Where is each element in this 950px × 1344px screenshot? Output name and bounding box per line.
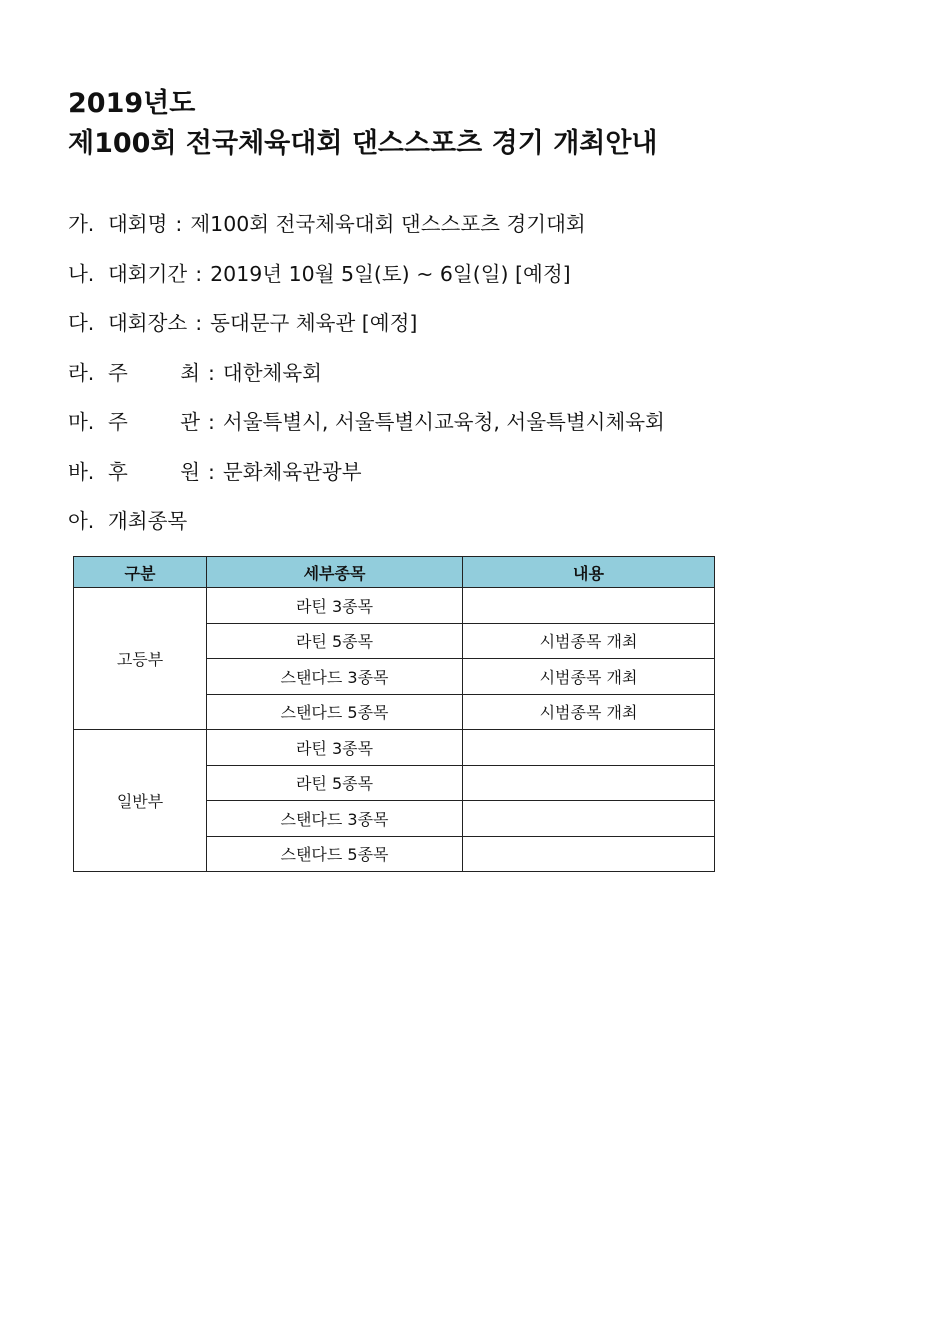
- header-content: 내용: [463, 557, 715, 588]
- info-separator: :: [208, 360, 215, 385]
- page-title: [68, 84, 658, 164]
- note-cell: [463, 730, 715, 766]
- info-row-sponsor: [68, 448, 665, 498]
- table-row: [74, 588, 715, 624]
- event-cell: 라틴 3종목: [207, 588, 463, 624]
- info-label: [108, 398, 200, 448]
- info-marker: 라.: [68, 360, 95, 385]
- info-marker: 바.: [68, 459, 95, 484]
- info-row-organizer: [68, 398, 665, 448]
- info-separator: :: [208, 459, 215, 484]
- info-label: 대회장소: [108, 311, 188, 335]
- note-cell: 시범종목 개최: [463, 623, 715, 659]
- info-separator: :: [195, 261, 203, 286]
- info-value: 2019년 10월 5일(토) ~ 6일(일) [예정]: [210, 261, 571, 286]
- info-label-part: 최: [180, 360, 200, 385]
- event-cell: 스탠다드 3종목: [207, 659, 463, 695]
- note-cell: [463, 836, 715, 872]
- info-separator: :: [208, 410, 215, 434]
- event-cell: 스탠다드 3종목: [207, 801, 463, 837]
- header-division: 구분: [74, 557, 207, 588]
- info-value: 대한체육회: [222, 360, 322, 385]
- info-marker: 나.: [68, 261, 95, 286]
- info-list: [68, 200, 665, 547]
- info-label-part: 원: [180, 459, 200, 484]
- note-cell: 시범종목 개최: [463, 659, 715, 695]
- events-table: [73, 556, 715, 872]
- info-row-name: [68, 200, 665, 250]
- note-cell: [463, 801, 715, 837]
- group-cell: 고등부: [74, 588, 207, 730]
- info-label-part: 후: [108, 459, 128, 484]
- table-header-row: [74, 557, 715, 588]
- info-value: 제100회 전국체육대회 댄스스포츠 경기대회: [190, 212, 586, 236]
- info-label-part: 관: [180, 410, 200, 434]
- title-year: 2019년도: [68, 88, 196, 119]
- info-row-events: [68, 497, 665, 547]
- event-cell: 스탠다드 5종목: [207, 694, 463, 730]
- info-label: 대회명: [108, 212, 168, 236]
- info-label: [108, 349, 200, 399]
- info-value: 동대문구 체육관 [예정]: [210, 311, 418, 335]
- info-marker: 가.: [68, 212, 95, 236]
- event-cell: 라틴 5종목: [207, 765, 463, 801]
- info-label: [108, 448, 200, 498]
- info-marker: 마.: [68, 410, 95, 434]
- note-cell: 시범종목 개최: [463, 694, 715, 730]
- info-label: 대회기간: [108, 261, 188, 286]
- event-cell: 라틴 3종목: [207, 730, 463, 766]
- info-marker: 다.: [68, 311, 95, 335]
- note-cell: [463, 588, 715, 624]
- info-label: 개최종목: [108, 509, 188, 533]
- info-label-part: 주: [108, 360, 128, 385]
- info-row-venue: [68, 299, 665, 349]
- header-event: 세부종목: [207, 557, 463, 588]
- info-value: 서울특별시, 서울특별시교육청, 서울특별시체육회: [222, 410, 665, 434]
- table-row: [74, 730, 715, 766]
- info-separator: :: [175, 212, 183, 236]
- info-value: 문화체육관광부: [222, 459, 362, 484]
- info-row-period: [68, 250, 665, 300]
- info-marker: 아.: [68, 509, 95, 533]
- info-label-part: 주: [108, 410, 128, 434]
- title-main: 제100회 전국체육대회 댄스스포츠 경기 개최안내: [68, 128, 658, 159]
- group-cell: 일반부: [74, 730, 207, 872]
- note-cell: [463, 765, 715, 801]
- event-cell: 스탠다드 5종목: [207, 836, 463, 872]
- info-row-host: [68, 349, 665, 399]
- info-separator: :: [195, 311, 203, 335]
- event-cell: 라틴 5종목: [207, 623, 463, 659]
